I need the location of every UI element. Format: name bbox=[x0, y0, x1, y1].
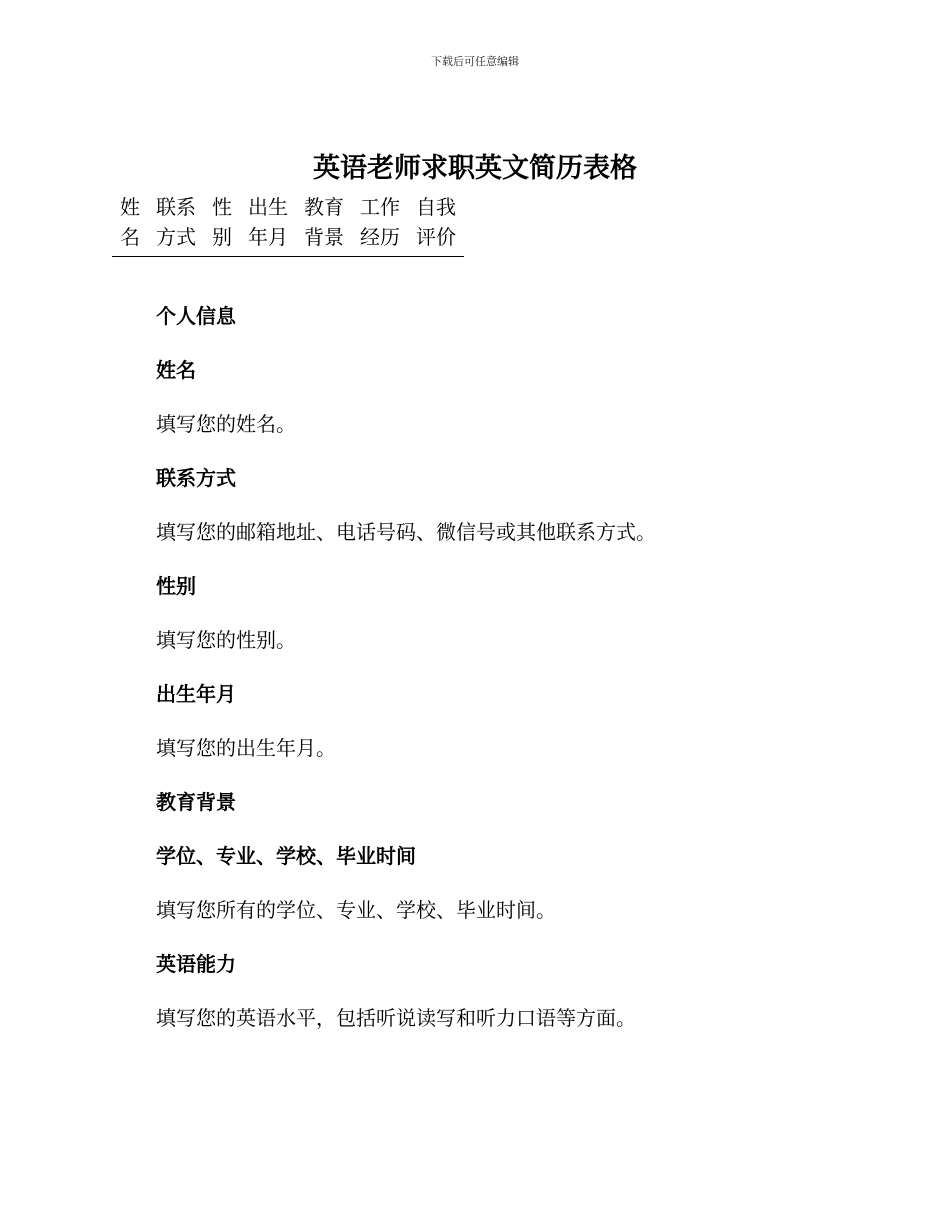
field-cell-line: 方式 bbox=[156, 225, 196, 249]
field-cell-line: 出生 bbox=[248, 195, 288, 219]
field-cell-line: 背景 bbox=[304, 225, 344, 249]
field-cell-line: 教育 bbox=[304, 195, 344, 219]
document-title: 英语老师求职英文简历表格 bbox=[313, 153, 637, 184]
section-heading-personal-info: 个人信息 bbox=[156, 304, 236, 328]
field-cell-contact bbox=[148, 192, 204, 257]
section-heading-gender: 性别 bbox=[156, 574, 196, 598]
field-cell-line: 工作 bbox=[360, 195, 400, 219]
field-cell-gender bbox=[204, 192, 240, 257]
body-text-contact: 填写您的邮箱地址、电话号码、微信号或其他联系方式。 bbox=[156, 520, 656, 544]
document-body bbox=[156, 297, 856, 1053]
field-cell-line: 名 bbox=[120, 225, 140, 249]
field-cell-line: 年月 bbox=[248, 225, 288, 249]
field-cell-line: 自我 bbox=[416, 195, 456, 219]
field-cell-line: 评价 bbox=[416, 225, 456, 249]
body-text-english: 填写您的英语水平，包括听说读写和听力口语等方面。 bbox=[156, 1006, 636, 1030]
section-heading-education: 教育背景 bbox=[156, 790, 236, 814]
section-heading-contact: 联系方式 bbox=[156, 466, 236, 490]
section-heading-name: 姓名 bbox=[156, 358, 196, 382]
field-cell-birth bbox=[240, 192, 296, 257]
body-text-gender: 填写您的性别。 bbox=[156, 628, 296, 652]
field-cell-experience bbox=[352, 192, 408, 257]
field-table bbox=[112, 192, 464, 257]
section-heading-english: 英语能力 bbox=[156, 952, 236, 976]
field-cell-self-evaluation bbox=[408, 192, 464, 257]
field-cell-line: 经历 bbox=[360, 225, 400, 249]
field-cell-name bbox=[112, 192, 148, 257]
body-text-name: 填写您的姓名。 bbox=[156, 412, 296, 436]
field-cell-line: 姓 bbox=[120, 195, 140, 219]
section-heading-birth: 出生年月 bbox=[156, 682, 236, 706]
section-heading-degree: 学位、专业、学校、毕业时间 bbox=[156, 844, 416, 868]
field-cell-line: 别 bbox=[212, 225, 232, 249]
field-table-row bbox=[112, 192, 464, 257]
page-header: 下载后可任意编辑 bbox=[431, 55, 519, 68]
body-text-birth: 填写您的出生年月。 bbox=[156, 736, 336, 760]
body-text-degree: 填写您所有的学位、专业、学校、毕业时间。 bbox=[156, 898, 556, 922]
field-cell-line: 联系 bbox=[156, 195, 196, 219]
field-cell-line: 性 bbox=[212, 195, 232, 219]
field-cell-education bbox=[296, 192, 352, 257]
